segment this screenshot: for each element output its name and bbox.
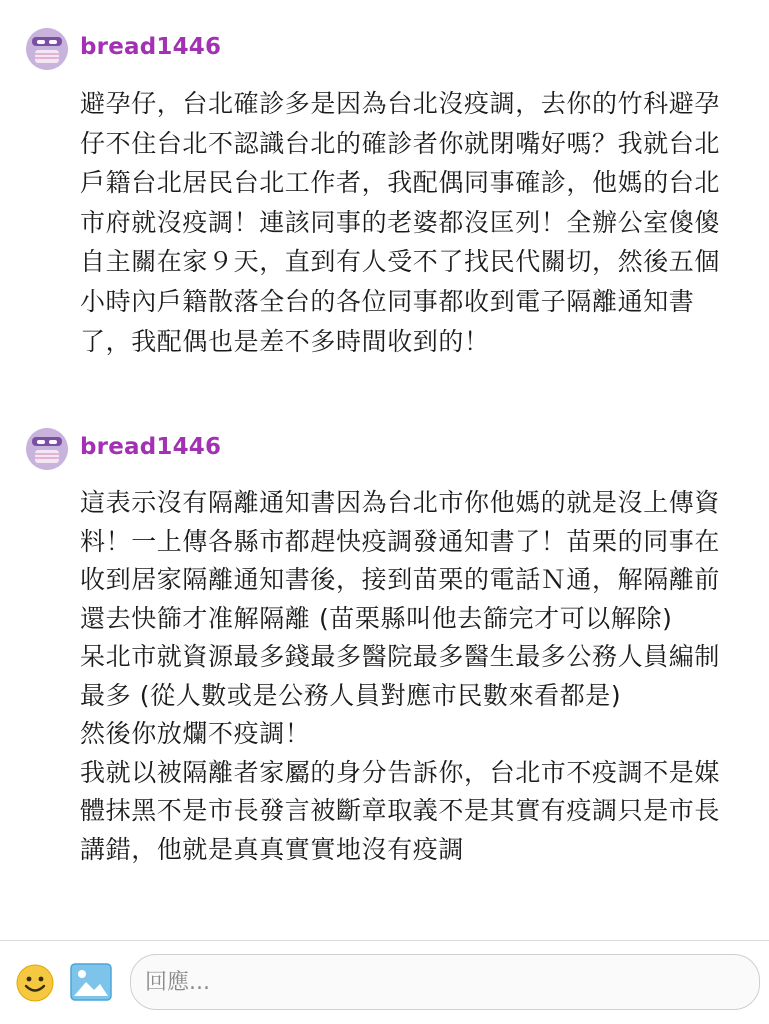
comment (0, 28, 769, 361)
masked-face-avatar-icon[interactable] (26, 428, 68, 470)
comment-text: 這表示沒有隔離通知書因為台北市你他媽的就是沒上傳資料！一上傳各縣市都趕快疫調發通知書了！苗栗的同事在收到居家隔離通知書後，接到苗栗的電話Ｎ通，解隔離前還去快篩才准解隔離 (苗栗縣叫他去篩完才可以解除) 呆北市就資源最多錢最多醫院最多醫生最多公務人員編制最多 (從人數或是公務人員對應市民數來看都是) 然後你放爛不疫調！ 我就以被隔離者家屬的身分告訴你，台北市不疫調不是媒體抹黑不是市長發言被斷章取義不是其實有疫調只是市長講錯，他就是真真實實地沒有疫調 (80, 488, 721, 864)
comment-username[interactable]: bread1446 (80, 34, 222, 60)
reply-input[interactable] (130, 954, 760, 1010)
comment-text: 避孕仔，台北確診多是因為台北沒疫調，去你的竹科避孕仔不住台北不認識台北的確診者你就閉嘴好嗎？我就台北戶籍台北居民台北工作者，我配偶同事確診，他媽的台北市府就沒疫調！連該同事的老婆都沒匡列！全辦公室傻傻自主關在家９天，直到有人受不了找民代關切，然後五個小時內戶籍散落全台的各位同事都收到電子隔離通知書了，我配偶也是差不多時間收到的！ (80, 89, 721, 356)
comment (0, 428, 769, 869)
comment-header (0, 28, 769, 74)
reply-composer (0, 941, 769, 1024)
comment-username[interactable]: bread1446 (80, 434, 222, 460)
image-upload-icon[interactable] (70, 963, 112, 1001)
comment-header (0, 428, 769, 474)
masked-face-avatar-icon[interactable] (26, 28, 68, 70)
smiley-emoji-icon[interactable] (15, 963, 55, 1003)
